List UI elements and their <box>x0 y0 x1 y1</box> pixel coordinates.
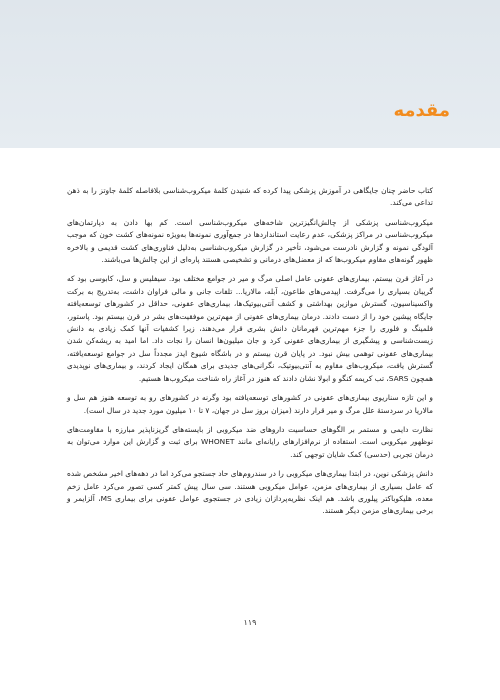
header-band <box>0 0 500 148</box>
paragraph: نظارت دایمی و مستمر بر الگوهای حساسیت داروهای ضد میکروبی از بایسته‌های گریزناپذیر مبارزه با مقاومت‌های نوظهور میکروبی است. استفاده از نرم‌افزارهای رایانه‌ای مانند WHONET برای ثبت و گزارش این موارد می‌توان به درمان تجربی (حدسی) کمک شایان توجهی کند. <box>67 424 434 459</box>
paragraph: میکروب‌شناسی پزشکی از چالش‌انگیزترین شاخه‌های میکروب‌شناسی است. کم بها دادن به دپارتمان‌های میکروب‌شناسی در مراکز پزشکی، عدم رعایت استانداردها در جمع‌آوری نمونه‌ها به‌ویژه نمونه‌های کشت خون که موجب آلودگی نمونه و گزارش نادرست می‌شود، تأخیر در گزارش میکروب‌شناسی به‌دلیل فناوری‌های کشت قدیمی و بالاخره ظهور گونه‌های مقاوم میکروب‌ها که از معضل‌های درمانی و تشخیصی هستند پاره‌ای از این چالش‌ها می‌باشند. <box>67 217 433 265</box>
paragraph: کتاب حاضر چنان جایگاهی در آموزش پزشکی پیدا کرده که شنیدن کلمهٔ میکروب‌شناسی بلافاصله کلمهٔ جاوتز را به ذهن تداعی می‌کند. <box>67 186 433 208</box>
page-number: ۱۱۹ <box>243 618 257 627</box>
page-title: مقدمه <box>393 100 450 121</box>
body-text <box>67 185 433 525</box>
paragraph: دانش پزشکی نوین، در ابتدا بیماری‌های میکروبی را در سندروم‌های حاد جستجو می‌کرد اما در دهه‌های اخیر مشخص شده که عامل بسیاری از بیماری‌های مزمن، عوامل میکروبی هستند. سی سال پیش کمتر کسی تصور می‌کرد عامل زخم معده، هلیکوباکتر پیلوری باشد. هم اینک نظریه‌پردازان زیادی در جستجوی عوامل عفونی برای بیماری MS، آلزایمر و برخی بیماری‌های مزمن دیگر هستند. <box>67 469 433 516</box>
paragraph: در آغاز قرن بیستم، بیماری‌های عفونی عامل اصلی مرگ و میر در جوامع مختلف بود. سیفلیس و سل، کابوسی بود که گریبان بسیاری را می‌گرفت. اپیدمی‌های طاعون، آبله، مالاریا... تلفات جانی و مالی فراوان داشت، به‌تدریج به برکت واکسیناسیون، گسترش موازین بهداشتی و کشف آنتی‌بیوتیک‌ها، بیماری‌های عفونی، حداقل در کشورهای توسعه‌یافته جایگاه پیشین خود را از دست دادند. درمان بیماری‌های عفونی از مهم‌ترین موفقیت‌های بشر در قرن بیستم بود. پاستور، فلمینگ و فلوری را جزء مهم‌ترین قهرمانان دانش بشری قرار می‌دهند، زیرا کشفیات آنها کمک زیادی به دانش زیست‌شناسی و پیشگیری از بیماری‌های عفونی کرد و جان میلیون‌ها انسان را نجات داد. اما امید به ریشه‌کن شدن بیماری‌های عفونی توهمی بیش نبود. در پایان قرن بیستم و در باشگاه شیوع ایدز مجدداً سل در جوامع توسعه‌یافته، گسترش یافت، میکروب‌های مقاوم به آنتی‌بیوتیک، نگرانی‌های جدیدی برای همگان ایجاد کردند، و بیماری‌های نوپدیدی همچون SARS، تب کریمه کنگو و ابولا نشان دادند که هنوز در آغاز راه شناخت میکروب‌ها هستیم. <box>67 274 433 383</box>
paragraph: و این تازه سناریوی بیماری‌های عفونی در کشورهای توسعه‌یافته بود وگرنه در کشورهای رو به توسعه هنوز هم سل و مالاریا در سردستهٔ علل مرگ و میر قرار دارند (میزان بروز سل در جهان، ۷ تا ۱۰ میلیون مورد جدید در سال است). <box>67 393 433 415</box>
